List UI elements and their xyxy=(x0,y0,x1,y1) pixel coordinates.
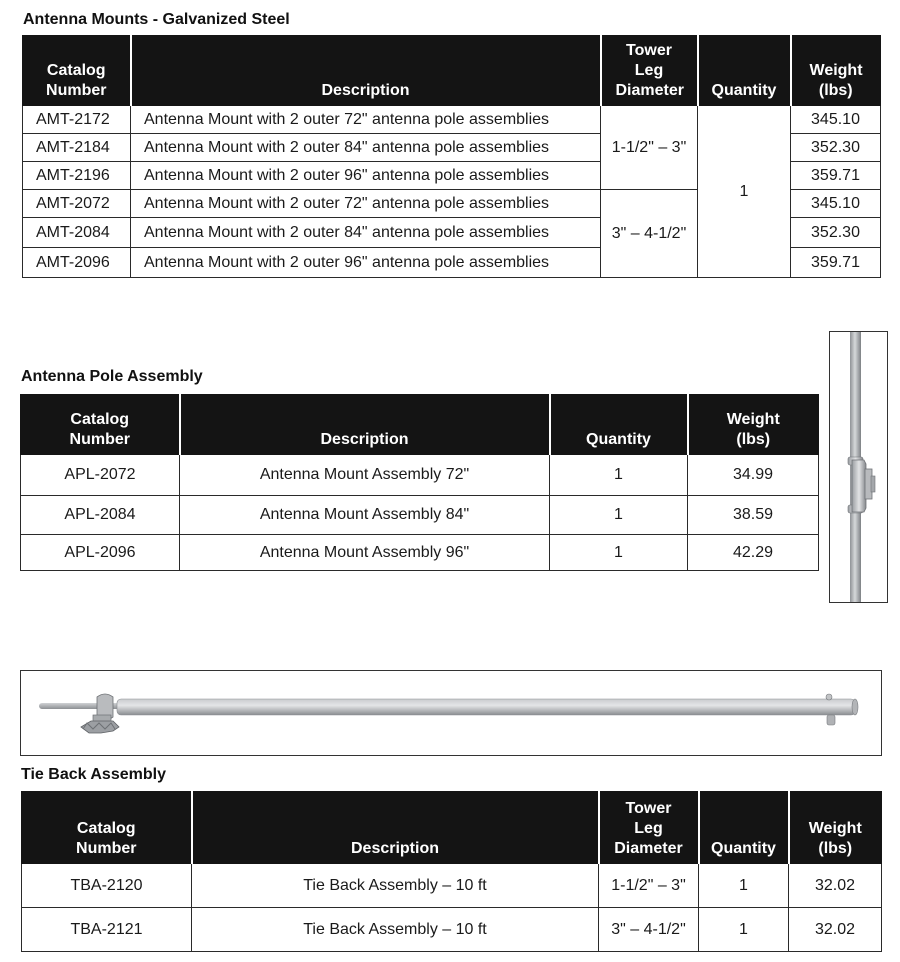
weight-cell: 345.10 xyxy=(791,106,881,134)
diameter-cell: 1-1/2" – 3" xyxy=(599,864,699,908)
description-cell: Antenna Mount with 2 outer 96" antenna pole assemblies xyxy=(131,162,601,190)
header-weight: Weight (lbs) xyxy=(791,36,881,106)
catalog-cell: TBA-2120 xyxy=(22,864,192,908)
quantity-cell: 1 xyxy=(550,496,688,535)
header-description: Description xyxy=(180,395,550,455)
table-row xyxy=(22,864,882,908)
weight-cell: 345.10 xyxy=(791,190,881,218)
description-cell: Antenna Mount with 2 outer 84" antenna pole assemblies xyxy=(131,134,601,162)
table-row xyxy=(21,455,819,496)
header-catalog-number: Catalog Number xyxy=(21,395,180,455)
description-cell: Antenna Mount Assembly 84" xyxy=(180,496,550,535)
header-catalog-number: Catalog Number xyxy=(23,36,131,106)
catalog-cell: AMT-2196 xyxy=(23,162,131,190)
catalog-cell: AMT-2184 xyxy=(23,134,131,162)
tie-back-image xyxy=(20,670,882,756)
table-row xyxy=(21,496,819,535)
header-description: Description xyxy=(192,792,599,864)
description-cell: Antenna Mount with 2 outer 84" antenna pole assemblies xyxy=(131,218,601,248)
header-tower-leg-diameter: Tower Leg Diameter xyxy=(599,792,699,864)
description-cell: Antenna Mount Assembly 72" xyxy=(180,455,550,496)
description-cell: Tie Back Assembly – 10 ft xyxy=(192,908,599,952)
weight-cell: 34.99 xyxy=(688,455,819,496)
tie-back-assembly-table xyxy=(21,791,882,952)
table-row xyxy=(23,106,881,134)
description-cell: Tie Back Assembly – 10 ft xyxy=(192,864,599,908)
antenna-mounts-title: Antenna Mounts - Galvanized Steel xyxy=(23,11,290,28)
table-header-row xyxy=(21,395,819,455)
weight-cell: 359.71 xyxy=(791,162,881,190)
weight-cell: 42.29 xyxy=(688,535,819,571)
header-weight: Weight (lbs) xyxy=(789,792,882,864)
quantity-cell: 1 xyxy=(698,106,791,278)
catalog-cell: TBA-2121 xyxy=(22,908,192,952)
description-cell: Antenna Mount with 2 outer 72" antenna pole assemblies xyxy=(131,190,601,218)
weight-cell: 352.30 xyxy=(791,134,881,162)
table-header-row xyxy=(23,36,881,106)
antenna-mounts-table xyxy=(22,35,881,278)
diameter-cell: 1-1/2" – 3" xyxy=(601,106,698,190)
description-cell: Antenna Mount with 2 outer 96" antenna pole assemblies xyxy=(131,248,601,278)
catalog-cell: AMT-2072 xyxy=(23,190,131,218)
quantity-cell: 1 xyxy=(699,864,789,908)
tie-back-assembly-title: Tie Back Assembly xyxy=(21,766,166,783)
catalog-cell: APL-2072 xyxy=(21,455,180,496)
catalog-cell: AMT-2084 xyxy=(23,218,131,248)
table-row xyxy=(22,908,882,952)
description-cell: Antenna Mount with 2 outer 72" antenna pole assemblies xyxy=(131,106,601,134)
header-quantity: Quantity xyxy=(550,395,688,455)
header-catalog-number: Catalog Number xyxy=(22,792,192,864)
catalog-cell: AMT-2096 xyxy=(23,248,131,278)
diameter-cell: 3" – 4-1/2" xyxy=(599,908,699,952)
header-description: Description xyxy=(131,36,601,106)
antenna-pole-assembly-title: Antenna Pole Assembly xyxy=(21,368,203,385)
quantity-cell: 1 xyxy=(550,455,688,496)
antenna-pole-illustration xyxy=(830,332,887,602)
antenna-pole-assembly-table xyxy=(20,394,819,571)
tie-back-illustration xyxy=(21,671,881,755)
catalog-cell: AMT-2172 xyxy=(23,106,131,134)
weight-cell: 32.02 xyxy=(789,908,882,952)
header-quantity: Quantity xyxy=(699,792,789,864)
catalog-cell: APL-2084 xyxy=(21,496,180,535)
diameter-cell: 3" – 4-1/2" xyxy=(601,190,698,278)
quantity-cell: 1 xyxy=(699,908,789,952)
antenna-pole-image xyxy=(829,331,888,603)
table-row xyxy=(21,535,819,571)
weight-cell: 352.30 xyxy=(791,218,881,248)
table-header-row xyxy=(22,792,882,864)
header-weight: Weight (lbs) xyxy=(688,395,819,455)
weight-cell: 38.59 xyxy=(688,496,819,535)
catalog-cell: APL-2096 xyxy=(21,535,180,571)
description-cell: Antenna Mount Assembly 96" xyxy=(180,535,550,571)
header-tower-leg-diameter: Tower Leg Diameter xyxy=(601,36,698,106)
quantity-cell: 1 xyxy=(550,535,688,571)
weight-cell: 32.02 xyxy=(789,864,882,908)
header-quantity: Quantity xyxy=(698,36,791,106)
weight-cell: 359.71 xyxy=(791,248,881,278)
